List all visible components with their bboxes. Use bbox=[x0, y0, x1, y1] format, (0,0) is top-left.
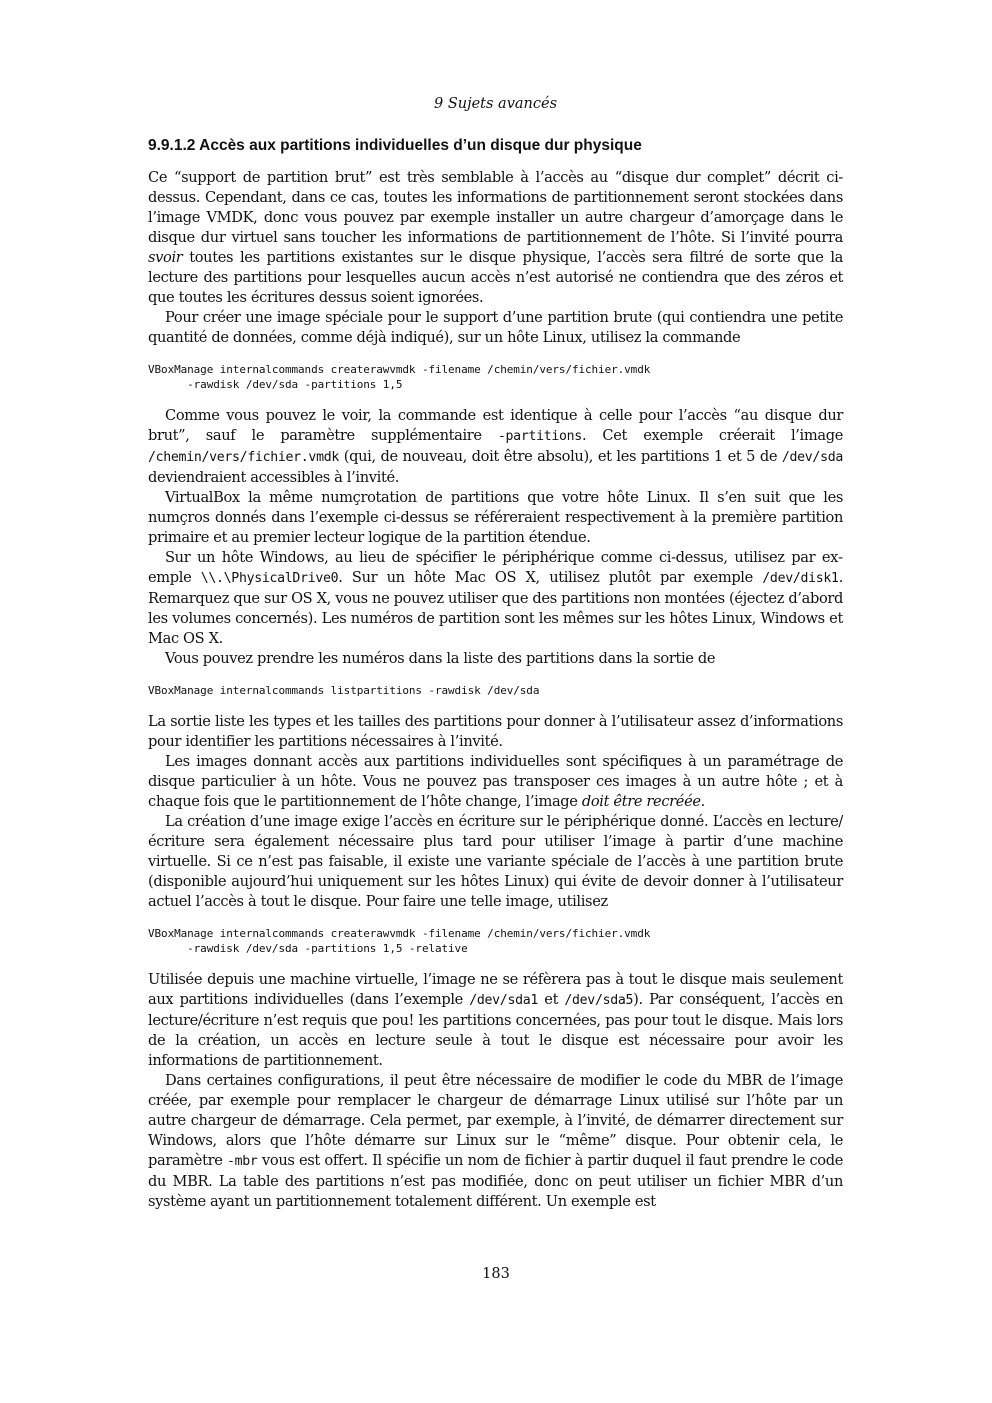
text: Comme vous pouvez le voir, la commande est identique à celle pour l’accès “au disque dur brut”, sauf le paramètre supplémentaire bbox=[148, 407, 843, 444]
running-head: 9 Sujets avancés bbox=[433, 96, 558, 112]
paragraph-1 bbox=[148, 168, 843, 308]
text: et bbox=[538, 991, 565, 1008]
emphasis: svoir bbox=[148, 249, 183, 266]
document-page bbox=[148, 92, 843, 1212]
paragraph-6: Vous pouvez prendre les numéros dans la liste des partitions dans la sortie de bbox=[165, 650, 716, 667]
code-block-listpartitions: VBoxManage internalcommands listpartitions -rawdisk /dev/sda bbox=[148, 684, 540, 697]
paragraph-9: La création d’une image exige l’accès en écriture sur le périphérique donné. L’accès en lecture/écriture sera également nécessaire plus tard pour utiliser l’image à partir d’une machine virtuelle. Si ce n’est pas faisable, il existe une variante spéciale de l’accès à une partition brute (disponible aujourd’hui uniquement sur les hôtes Linux) qui évite de devoir donner à l’utilisateur actuel l’accès à tout le disque. Pour faire une telle image, utilisez bbox=[148, 813, 843, 910]
text: . Cet exemple créerait l’image bbox=[581, 427, 843, 444]
text: deviendraient accessibles à l’invité. bbox=[148, 469, 400, 486]
code-block-createrawvmdk: VBoxManage internalcommands createrawvmdk -filename /chemin/vers/fichier.vmdk -rawdisk /dev/sda -partitions 1,5 bbox=[148, 363, 651, 391]
inline-code: /dev/sda5 bbox=[564, 993, 634, 1008]
paragraph-11 bbox=[148, 1071, 843, 1212]
inline-code: /dev/sda bbox=[781, 450, 843, 465]
inline-code: -partitions bbox=[497, 429, 582, 444]
page-number: 183 bbox=[482, 1266, 510, 1282]
inline-code: /chemin/vers/fichier.vmdk bbox=[148, 450, 339, 465]
paragraph-5 bbox=[148, 548, 843, 649]
text: toutes les partitions existantes sur le disque physique, l’accès sera filtré de sorte que la lecture des partitions pour lesquelles aucun accès n’est autorisé ne contiendra que des zéros et que toutes les écritures dessus soient ignorées. bbox=[148, 249, 843, 306]
text: vous est offert. Il spécifie un nom de fichier à partir duquel il faut prendre le code du MBR. La table des partitions n’est pas modifiée, donc on peut utiliser un fichier MBR d’un système ayant un partitionnement totalement différent. Un exemple est bbox=[148, 1152, 844, 1210]
inline-code: /dev/disk1 bbox=[762, 571, 839, 586]
paragraph-2: Pour créer une image spéciale pour le support d’une partition brute (qui contiendra une petite quantité de données, comme déjà indiqué), sur un hôte Linux, utilisez la commande bbox=[148, 309, 843, 346]
text: Sur un hôte Windows, au lieu de spécifier le périphérique comme ci-dessus, utilisez par exemple bbox=[148, 549, 843, 586]
inline-code: \\.\PhysicalDrive0 bbox=[200, 571, 339, 586]
text: Utilisée depuis une machine virtuelle, l’image ne se réfèrera pas à tout le disque mais seulement aux partitions individuelles (dans l’exemple bbox=[148, 971, 843, 1008]
text: Ce “support de partition brut” est très semblable à l’accès au “disque dur complet” décrit ci-dessus. Cependant, dans ce cas, toutes les informations de partitionnement seront stockées dans l’image VMDK, donc vous pouvez par exemple installer un autre chargeur d’amorçage dans le disque dur virtuel sans toucher les informations de partitionnement de l’hôte. Si l’invité pourra bbox=[148, 169, 843, 246]
paragraph-4: VirtualBox la même numçrotation de partitions que votre hôte Linux. Il s’en suit que les numçros donnés dans l’exemple ci-dessus se référeraient respectivement à la première partition primaire et au premier lecteur logique de la partition étendue. bbox=[148, 489, 843, 546]
inline-code: -mbr bbox=[227, 1154, 258, 1169]
text: . bbox=[700, 793, 705, 810]
section-heading: 9.9.1.2 Accès aux partitions individuelles d’un disque dur physique bbox=[148, 137, 642, 154]
text: Les images donnant accès aux partitions individuelles sont spécifiques à un paramétrage de disque particulier à un hôte. Vous ne pouvez pas transposer ces images à un autre hôte ; et à chaque fois que le partitionnement de l’hôte change, l’image bbox=[148, 753, 843, 810]
paragraph-8 bbox=[148, 752, 843, 812]
text: Dans certaines configurations, il peut être nécessaire de modifier le code du MBR de l’image créée, par exemple pour remplacer le chargeur de démarrage Linux utilisé sur l’hôte par un autre chargeur de démarrage. Cela permet, par exemple, à l’invité, de démarrer directement sur Windows, alors que l’hôte démarre sur Linux sur le “même” disque. Pour obtenir cela, le paramètre bbox=[148, 1072, 843, 1169]
text: ). Par conséquent, l’accès en lecture/écriture n’est requis que pou! les partitions concernées, pas pour tout le disque. Mais lors de la création, un accès en lecture seule à tout le disque est nécessaire pour avoir les informations de partitionnement. bbox=[148, 991, 843, 1069]
paragraph-3 bbox=[148, 406, 843, 488]
paragraph-10 bbox=[148, 970, 843, 1071]
emphasis: doit être recréée bbox=[581, 793, 701, 810]
paragraph-7: La sortie liste les types et les tailles des partitions pour donner à l’utilisateur assez d’informations pour identifier les partitions nécessaires à l’invité. bbox=[148, 713, 843, 750]
text: . Sur un hôte Mac OS X, utilisez plutôt par exemple bbox=[338, 569, 763, 586]
text: (qui, de nouveau, doit être absolu), et les partitions 1 et 5 de bbox=[339, 448, 782, 465]
code-block-relative: VBoxManage internalcommands createrawvmdk -filename /chemin/vers/fichier.vmdk -rawdisk /dev/sda -partitions 1,5 -relative bbox=[148, 927, 651, 955]
inline-code: /dev/sda1 bbox=[469, 993, 539, 1008]
text: . Remarquez que sur OS X, vous ne pouvez utiliser que des partitions non montées (éjectez d’abord les volumes concernés). Les numéros de partition sont les mêmes sur les hôtes Linux, Windows et Mac OS X. bbox=[148, 569, 844, 647]
